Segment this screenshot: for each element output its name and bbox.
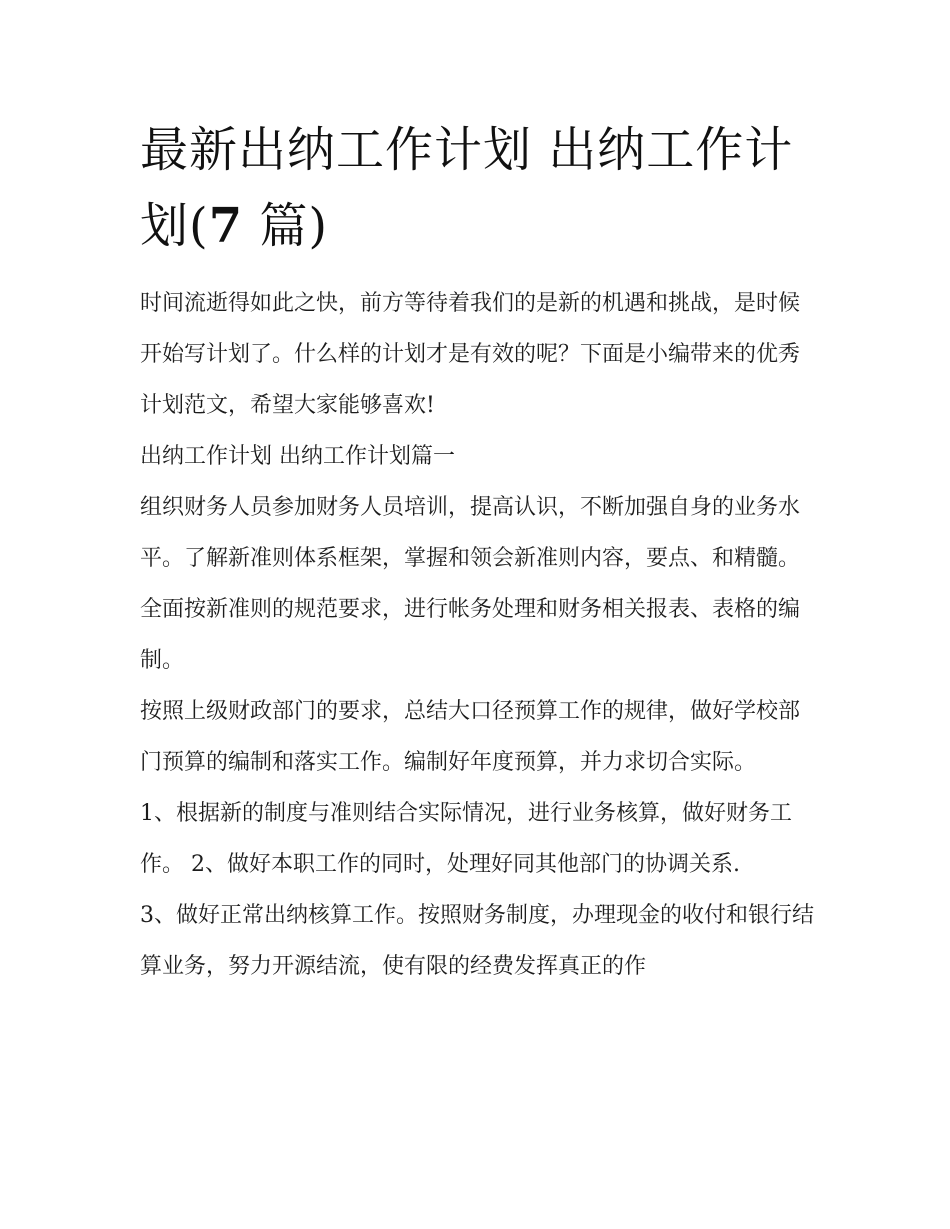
title-suffix: 篇) — [243, 198, 329, 254]
document-body — [140, 278, 820, 992]
title-count: 7 — [208, 198, 244, 254]
body-paragraph: 组织财务人员参加财务人员培训，提高认识，不断加强自身的业务水平。了解新准则体系框架，掌握和领会新准则内容，要点、和精髓。全面按新准则的规范要求，进行帐务处理和财务相关报表、表格的编制。 — [140, 495, 801, 673]
body-paragraph: 按照上级财政部门的要求，总结大口径预算工作的规律，做好学校部门预算的编制和落实工作。编制好年度预算，并力求切合实际。 — [140, 699, 801, 775]
title-text: 最新出纳工作计划 出纳工作计划( — [140, 122, 794, 254]
intro-paragraph: 时间流逝得如此之快，前方等待着我们的是新的机遇和挑战，是时候开始写计划了。什么样的计划才是有效的呢？下面是小编带来的优秀计划范文，希望大家能够喜欢! — [140, 291, 801, 418]
body-paragraph: 1、根据新的制度与准则结合实际情况，进行业务核算，做好财务工作。 2、做好本职工作的同时，处理好同其他部门的协调关系. — [140, 801, 792, 877]
section-heading: 出纳工作计划 出纳工作计划篇一 — [140, 444, 455, 469]
body-paragraph: 3、做好正常出纳核算工作。按照财务制度，办理现金的收付和银行结算业务，努力开源结流，使有限的经费发挥真正的作 — [140, 903, 814, 979]
document-title — [140, 112, 820, 264]
